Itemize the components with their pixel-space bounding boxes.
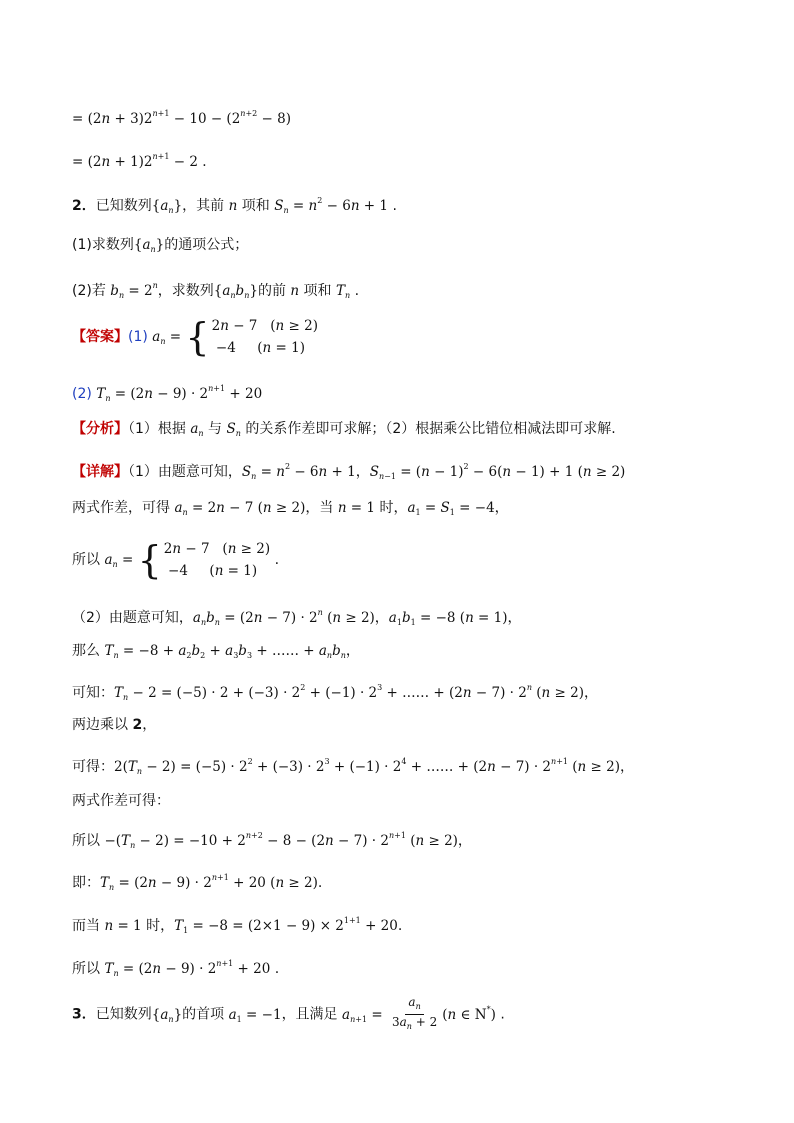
detail-line: （2）由题意可知，$a_nb_n = (2n - 7) \cdot 2^n$ (n ≥ 2)，$a_1b_1 = -8$ (n = 1)， <box>72 608 522 627</box>
detail-line: 两边乘以 2， <box>72 717 157 733</box>
detail-line: 所以 $a_n$ = { 2n − 7 (n ≥ 2) −4 (n = 1) . <box>72 538 280 582</box>
sub-question-2: (2)若 $b_n = 2^n$，求数列$\{a_nb_n\}$的前 n 项和 $T_n$ . <box>72 281 360 300</box>
answer-tag: 【答案】 <box>72 329 128 345</box>
detail-line: 所以 $-(T_n - 2) = -10 + 2^{n+2} - 8 - (2n - 7) \cdot 2^{n+1}$ (n ≥ 2)， <box>72 831 472 850</box>
equation-line: = $(2n + 3)2^{n+1} - 10 - (2^{n+2} - 8)$ <box>72 109 291 127</box>
problem-3-statement: 3．已知数列$\{a_n\}$的首项 $a_1 = -1$，且满足 $a_{n+1}$ = $\frac{a_n}{3a_n + 2}$ (n ∈ N*) . <box>72 995 505 1034</box>
problem-2-statement: 2．已知数列$\{a_n\}$，其前 n 项和 $S_n = n^2 - 6n + 1$ . <box>72 196 397 215</box>
answer-1: 【答案】(1) $a_n$ = { 2n − 7 (n ≥ 2) −4 (n = 1) <box>72 315 318 359</box>
answer-2: (2) $T_n = (2n - 9) \cdot 2^{n+1} + 20$ <box>72 384 263 403</box>
fraction: $\frac{a_n}{3a_n + 2}$ <box>391 995 438 1031</box>
detail-line: 两式作差，可得 $a_n = 2n - 7$ (n ≥ 2)，当 n = 1 时，$a_1 = S_1 = -4$， <box>72 500 509 517</box>
detail-line: 而当 n = 1 时，$T_1 = -8 = (2\times 1 - 9) \times 2^{1+1} + 20$. <box>72 916 403 935</box>
analysis: 【分析】（1）根据 $a_n$ 与 $S_n$ 的关系作差即可求解；（2）根据乘公比错位相减法即可求解. <box>72 421 616 438</box>
detail-line: 即：$T_n = (2n - 9) \cdot 2^{n+1} + 20$ (n ≥ 2). <box>72 873 323 892</box>
detail-line: 可知：$T_n - 2 = (-5) \cdot 2 + (-3) \cdot 2^2 + (-1) \cdot 2^3$ + …… + $(2n - 7) \cdot 2^n$ (n ≥ 2)， <box>72 683 598 702</box>
detail-line: 可得：$2(T_n - 2) = (-5) \cdot 2^2 + (-3) \cdot 2^3 + (-1) \cdot 2^4$ + …… + $(2n - 7) \cdot 2^{n+1}$ (n ≥ 2)， <box>72 757 634 776</box>
detail-tag: 【详解】 <box>72 464 128 480</box>
detail-line: 所以 $T_n = (2n - 9) \cdot 2^{n+1} + 20$ . <box>72 959 280 978</box>
equation-line: = $(2n + 1)2^{n+1} - 2$ . <box>72 152 207 170</box>
sub-question-1: (1)求数列$\{a_n\}$的通项公式； <box>72 237 249 254</box>
detail-start: 【详解】（1）由题意可知，$S_n = n^2 - 6n + 1$，$S_{n-1} = (n - 1)^2 - 6(n - 1) + 1$ (n ≥ 2) <box>72 462 626 481</box>
detail-line: 那么 $T_n = -8 + a_2b_2 + a_3b_3$ + …… + $a_nb_n$， <box>72 643 360 660</box>
detail-line: 两式作差可得： <box>72 793 170 809</box>
analysis-tag: 【分析】 <box>72 421 128 437</box>
